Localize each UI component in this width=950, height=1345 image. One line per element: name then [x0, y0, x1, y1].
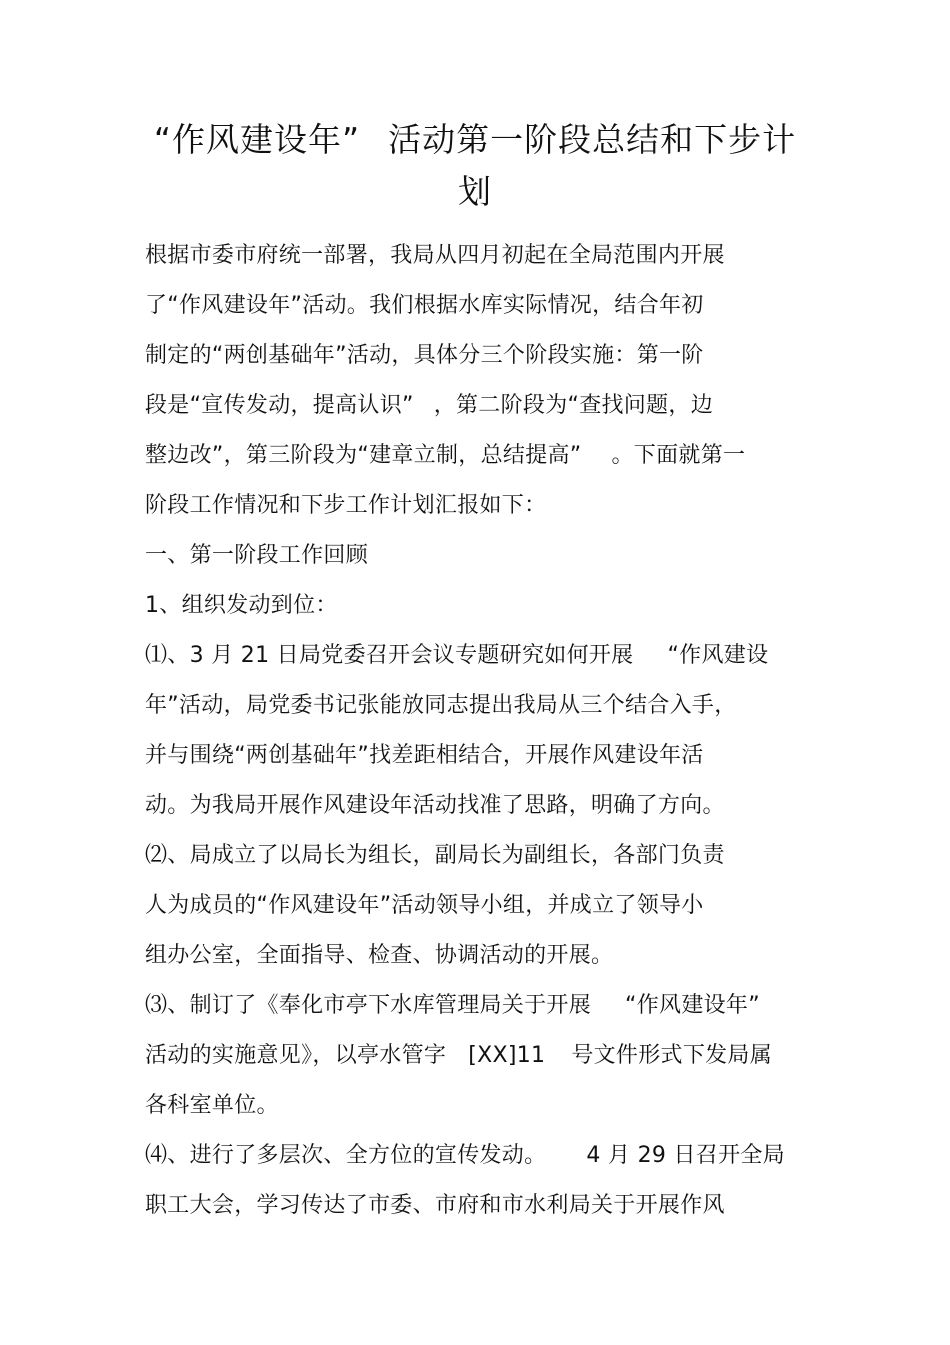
body-line-10: 年”活动，局党委书记张能放同志提出我局从三个结合入手，	[145, 693, 737, 718]
body-line-17: 活动的实施意见》，以亭水管字 [XX]11 号文件形式下发局属	[145, 1043, 773, 1068]
body-line-3: 制定的“两创基础年”活动，具体分三个阶段实施：第一阶	[145, 343, 704, 368]
body-line-20: 职工大会，学习传达了市委、市府和市水利局关于开展作风	[145, 1193, 725, 1218]
body-line-12: 动。为我局开展作风建设年活动找准了思路，明确了方向。	[145, 793, 725, 818]
body-line-15: 组办公室，全面指导、检查、协调活动的开展。	[145, 943, 614, 968]
title-quote-part: “作风建设年”	[153, 120, 361, 159]
body-line-18: 各科室单位。	[145, 1093, 279, 1118]
body-line-16: ⑶、制订了《奉化市亭下水库管理局关于开展 “作风建设年”	[145, 993, 760, 1018]
body-line-19: ⑷、进行了多层次、全方位的宣传发动。 4 月 29 日召开全局	[145, 1143, 785, 1168]
body-line-14: 人为成员的“作风建设年”活动领导小组，并成立了领导小	[145, 893, 704, 918]
body-line-9: ⑴、3 月 21 日局党委召开会议专题研究如何开展 “作风建设	[145, 643, 769, 668]
document-title-line-2	[120, 170, 830, 214]
body-line-11: 并与围绕“两创基础年”找差距相结合，开展作风建设年活	[145, 743, 704, 768]
body-line-5: 整边改”，第三阶段为“建章立制，总结提高” 。下面就第一	[145, 443, 746, 468]
subsection-heading-1: 1、组织发动到位：	[145, 593, 338, 618]
body-line-1: 根据市委市府统一部署，我局从四月初起在全局范围内开展	[145, 243, 725, 268]
section-heading-1: 一、第一阶段工作回顾	[145, 543, 369, 568]
body-line-6: 阶段工作情况和下步工作计划汇报如下：	[145, 493, 547, 518]
body-line-4: 段是“宣传发动，提高认识” ，第二阶段为“查找问题，边	[145, 393, 714, 418]
title-continuation: 划	[458, 172, 492, 211]
body-line-2: 了“作风建设年”活动。我们根据水库实际情况，结合年初	[145, 293, 704, 318]
title-main-part: 活动第一阶段总结和下步计	[388, 120, 797, 159]
document-title-line-1	[120, 118, 830, 162]
body-line-13: ⑵、局成立了以局长为组长，副局长为副组长，各部门负责	[145, 843, 725, 868]
